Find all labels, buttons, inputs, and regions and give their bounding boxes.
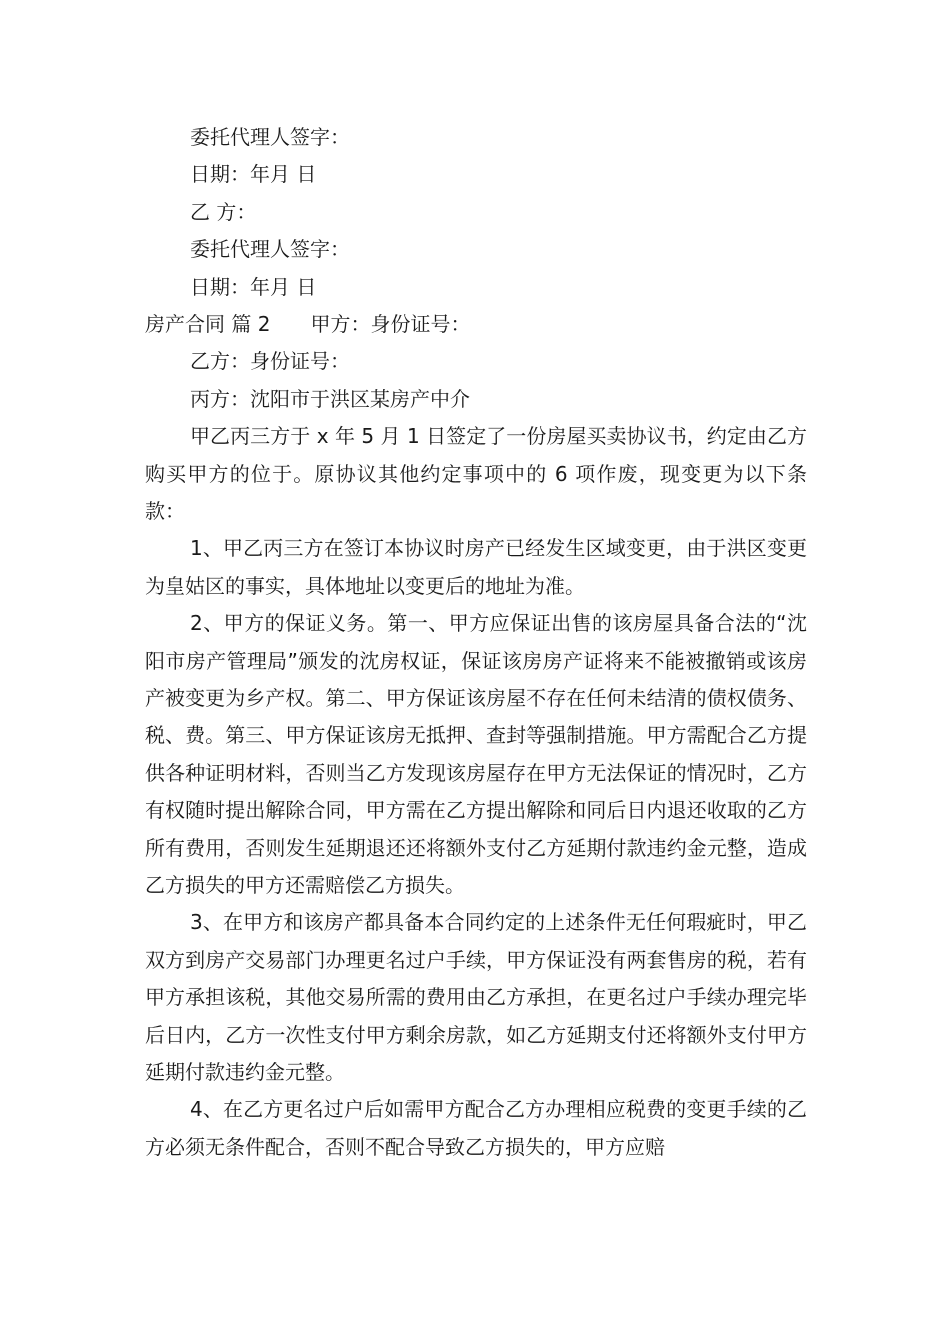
paragraph-intro: 甲乙丙三方于 x 年 5 月 1 日签定了一份房屋买卖协议书，约定由乙方购买甲方的位于。原协议其他约定事项中的 6 项作废，现变更为以下条款： <box>145 424 807 523</box>
date-line-2: 日期：年月 日 <box>190 274 317 299</box>
agent-signature-line-1: 委托代理人签字： <box>190 125 350 149</box>
paragraph-clause-4: 4、在乙方更名过户后如需甲方配合乙方办理相应税费的变更手续的乙方必须无条件配合，否则不配合导致乙方损失的，甲方应赔 <box>145 1097 807 1159</box>
section-heading-line <box>145 306 807 343</box>
party-a-id-line: 甲方：身份证号： <box>310 311 471 336</box>
party-c-line: 丙方：沈阳市于洪区某房产中介 <box>190 386 470 411</box>
section-title: 房产合同 篇 2 <box>145 311 271 336</box>
document-body <box>145 119 807 1166</box>
date-line-1: 日期：年月 日 <box>190 162 317 187</box>
party-b-id-line: 乙方：身份证号： <box>190 349 350 374</box>
paragraph-clause-3: 3、在甲方和该房产都具备本合同约定的上述条件无任何瑕疵时，甲乙双方到房产交易部门办理更名过户手续，甲方保证没有两套售房的税，若有甲方承担该税，其他交易所需的费用由乙方承担，在更名过户手续办理完毕后日内，乙方一次性支付甲方剩余房款，如乙方延期支付还将额外支付甲方延期付款违约金元整。 <box>145 910 807 1085</box>
party-b-line: 乙 方： <box>190 199 257 224</box>
paragraph-clause-2: 2、甲方的保证义务。第一、甲方应保证出售的该房屋具备合法的“沈阳市房产管理局”颁发的沈房权证，保证该房房产证将来不能被撤销或该房产被变更为乡产权。第二、甲方保证该房屋不存在任何未结清的债权债务、税、费。第三、甲方保证该房无抵押、查封等强制措施。甲方需配合乙方提供各种证明材料，否则当乙方发现该房屋存在甲方无法保证的情况时，乙方有权随时提出解除合同，甲方需在乙方提出解除和同后日内退还收取的乙方所有费用，否则发生延期退还还将额外支付乙方延期付款违约金元整，造成乙方损失的甲方还需赔偿乙方损失。 <box>145 611 807 897</box>
agent-signature-line-2: 委托代理人签字： <box>190 237 350 262</box>
paragraph-clause-1: 1、甲乙丙三方在签订本协议时房产已经发生区域变更，由于洪区变更为皇姑区的事实，具体地址以变更后的地址为准。 <box>145 536 807 598</box>
